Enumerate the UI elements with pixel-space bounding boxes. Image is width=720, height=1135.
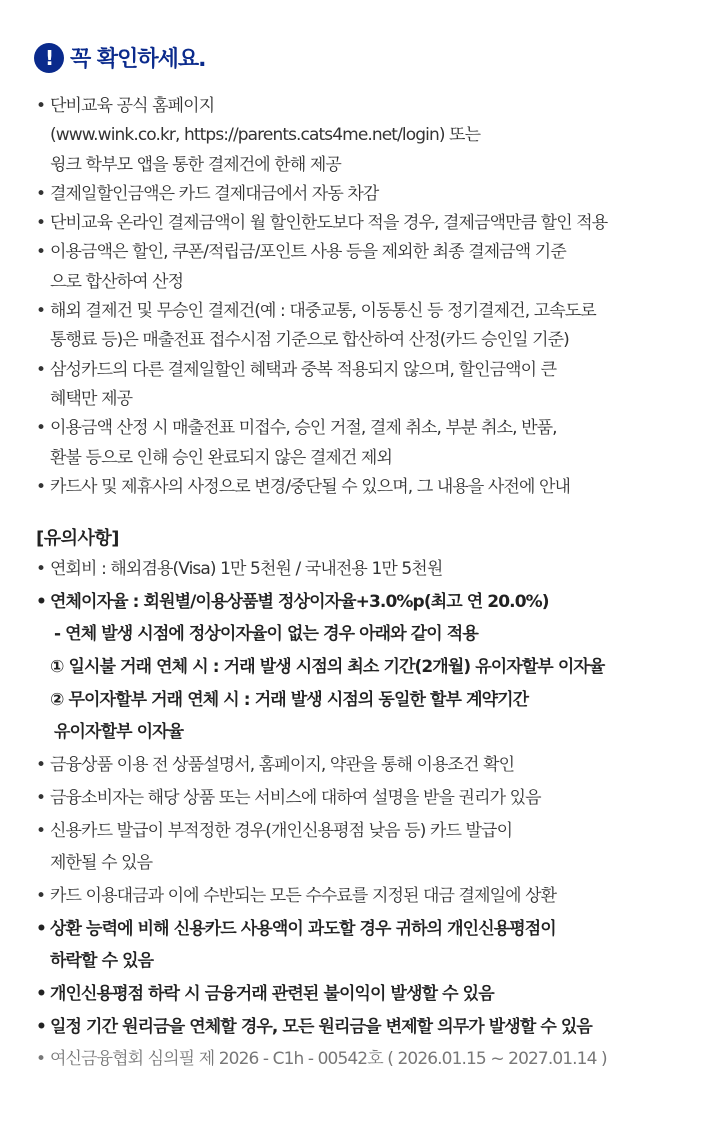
- list-item-line: - 연체 발생 시점에 정상이자율이 없는 경우 아래와 같이 적용: [54, 624, 478, 645]
- list-item-line: 으로 합산하여 산정: [50, 271, 184, 292]
- list-item: [34, 414, 704, 473]
- list-item-line: 윙크 학부모 앱을 통한 결제건에 한해 제공: [50, 154, 341, 175]
- list-item-line: 유이자할부 이자율: [54, 722, 184, 743]
- list-item: [34, 180, 704, 209]
- list-item-line: • 결제일할인금액은 카드 결제대금에서 자동 차감: [34, 180, 704, 209]
- list-item-line: • 신용카드 발급이 부적정한 경우(개인신용평점 낮음 등) 카드 발급이: [34, 815, 704, 848]
- list-item-line: • 단비교육 온라인 결제금액이 월 할인한도보다 적을 경우, 결제금액만큼 할인 적용: [34, 209, 704, 238]
- list-item-line: • 카드 이용대금과 이에 수반되는 모든 수수료를 지정된 대금 결제일에 상환: [34, 880, 704, 913]
- list-item-line: • 개인신용평점 하락 시 금융거래 관련된 불이익이 발생할 수 있음: [34, 978, 704, 1011]
- notice-title: [34, 42, 206, 73]
- list-item: [34, 553, 704, 586]
- list-item: [34, 913, 704, 978]
- cautions-list: [34, 553, 704, 1076]
- list-item-line: • 여신금융협회 심의필 제 2026 - C1h - 00542호 ( 2026.01.15 ~ 2027.01.14 ): [34, 1043, 704, 1076]
- list-item: [34, 356, 704, 415]
- list-item-line: 통행료 등)은 매출전표 접수시점 기준으로 합산하여 산정(카드 승인일 기준): [50, 330, 569, 351]
- list-item-line: • 삼성카드의 다른 결제일할인 혜택과 중복 적용되지 않으며, 할인금액이 큰: [34, 356, 704, 385]
- list-item-line: • 이용금액 산정 시 매출전표 미접수, 승인 거절, 결제 취소, 부분 취소, 반품,: [34, 414, 704, 443]
- list-item-line: • 일정 기간 원리금을 연체할 경우, 모든 원리금을 변제할 의무가 발생할 수 있음: [34, 1011, 704, 1044]
- list-item: [34, 1011, 704, 1044]
- list-item: [34, 473, 704, 502]
- exclamation-circle-icon: !: [34, 43, 64, 73]
- list-item-line: 하락할 수 있음: [50, 951, 154, 972]
- list-item-line: 제한될 수 있음: [50, 853, 153, 874]
- list-item: [34, 209, 704, 238]
- list-item-line: • 연회비 : 해외겸용(Visa) 1만 5천원 / 국내전용 1만 5천원: [34, 553, 704, 586]
- list-item-line: • 연체이자율 : 회원별/이용상품별 정상이자율+3.0%p(최고 연 20.0%): [34, 586, 704, 619]
- list-item: [34, 1043, 704, 1076]
- list-item: [34, 978, 704, 1011]
- cautions-heading: [유의사항]: [36, 528, 120, 549]
- list-item: [34, 749, 704, 782]
- list-item-line: 환불 등으로 인해 승인 완료되지 않은 결제건 제외: [50, 447, 392, 468]
- list-item-line: • 금융소비자는 해당 상품 또는 서비스에 대하여 설명을 받을 권리가 있음: [34, 782, 704, 815]
- list-item: [34, 297, 704, 356]
- list-item: [34, 880, 704, 913]
- list-item-line: • 상환 능력에 비해 신용카드 사용액이 과도할 경우 귀하의 개인신용평점이: [34, 913, 704, 946]
- list-item-line: • 단비교육 공식 홈페이지: [34, 92, 704, 121]
- list-item-line: (www.wink.co.kr, https://parents.cats4me.net/login) 또는: [50, 125, 481, 146]
- list-item-line: • 해외 결제건 및 무승인 결제건(예 : 대중교통, 이동통신 등 정기결제건, 고속도로: [34, 297, 704, 326]
- list-item: [34, 815, 704, 880]
- list-item: [34, 92, 704, 180]
- list-item-line: ① 일시불 거래 연체 시 : 거래 발생 시점의 최소 기간(2개월) 유이자할부 이자율: [50, 657, 605, 678]
- list-item: [34, 782, 704, 815]
- list-item-line: • 이용금액은 할인, 쿠폰/적립금/포인트 사용 등을 제외한 최종 결제금액 기준: [34, 238, 704, 267]
- list-item: [34, 586, 704, 749]
- benefit-notes-list: [34, 92, 704, 502]
- list-item-line: • 카드사 및 제휴사의 사정으로 변경/중단될 수 있으며, 그 내용을 사전에 안내: [34, 473, 704, 502]
- list-item-line: 혜택만 제공: [50, 388, 133, 409]
- notice-title-text: 꼭 확인하세요.: [70, 47, 206, 72]
- list-item-line: • 금융상품 이용 전 상품설명서, 홈페이지, 약관을 통해 이용조건 확인: [34, 749, 704, 782]
- list-item: [34, 238, 704, 297]
- list-item-line: ② 무이자할부 거래 연체 시 : 거래 발생 시점의 동일한 할부 계약기간: [50, 689, 529, 710]
